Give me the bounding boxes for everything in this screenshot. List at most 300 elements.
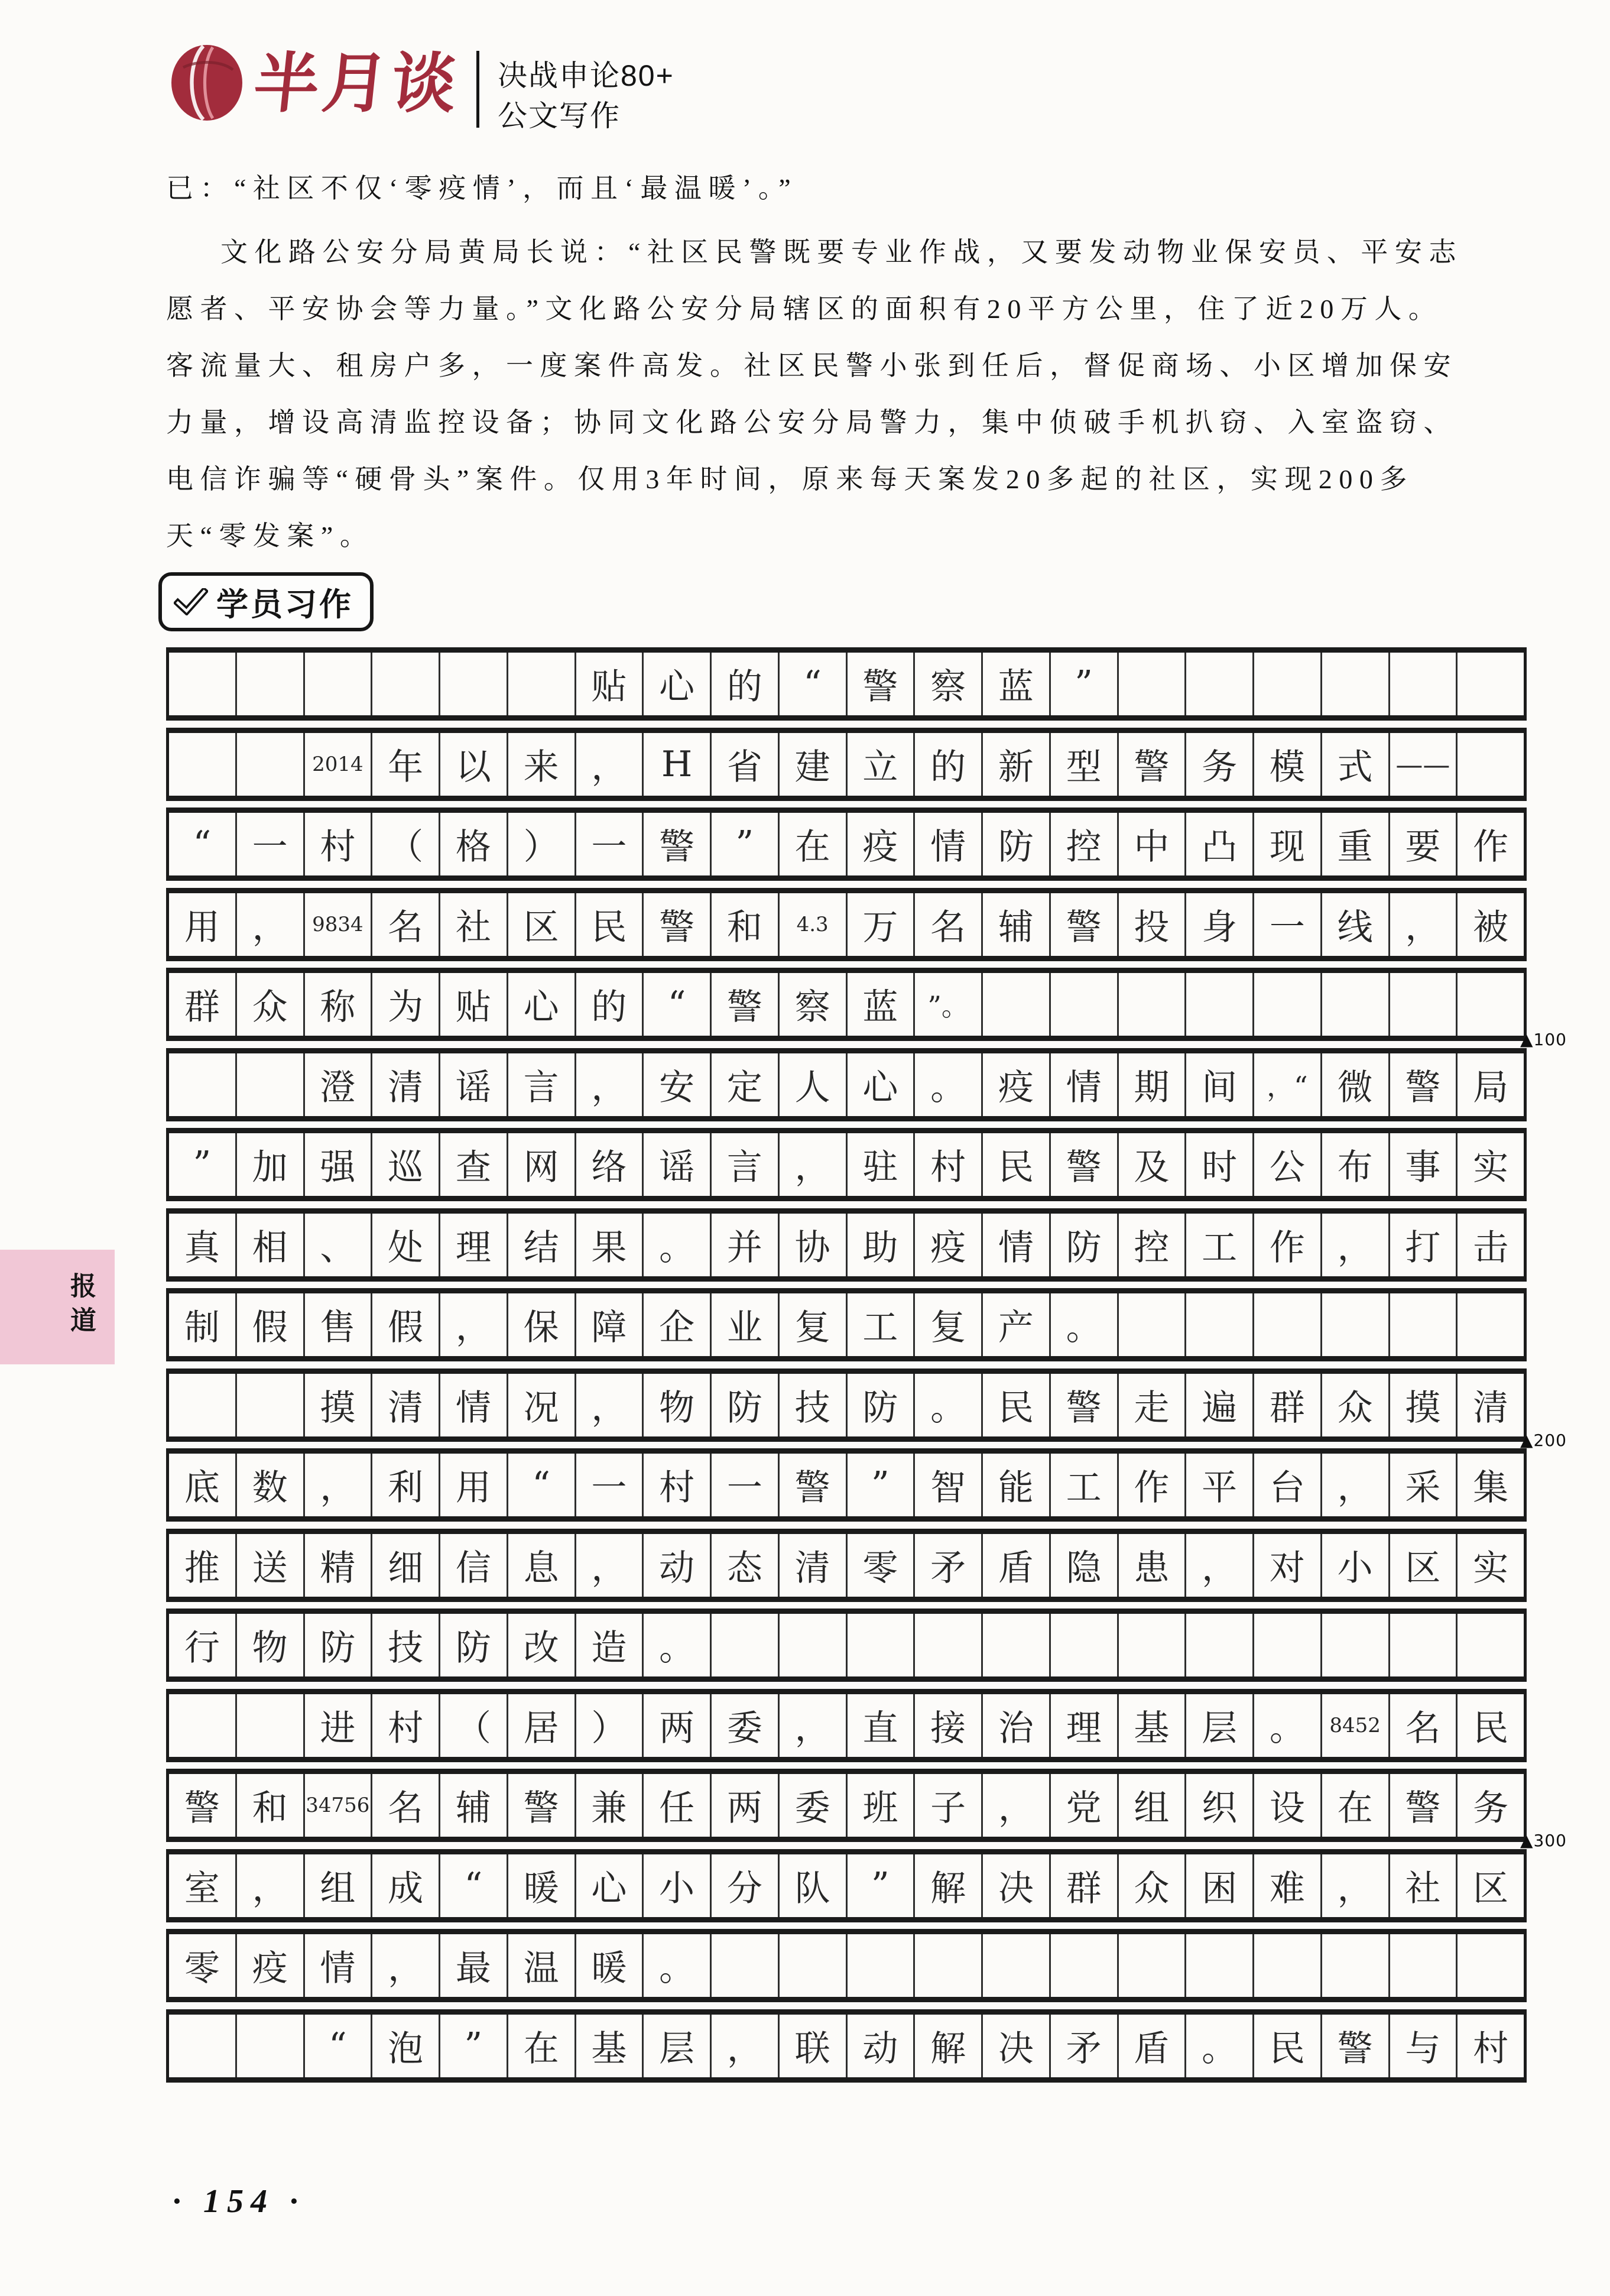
grid-cell: [237, 653, 305, 715]
grid-cell: 型: [1051, 733, 1119, 796]
grid-cell: 。: [644, 1214, 712, 1276]
grid-cell: ”。: [915, 973, 983, 1036]
grid-cell: （: [440, 1694, 508, 1757]
grid-cell: 难: [1254, 1854, 1322, 1917]
grid-cell: 走: [1119, 1374, 1187, 1436]
grid-cell: 中: [1119, 813, 1187, 875]
grid-cell: 在: [508, 2015, 576, 2077]
grid-cell: 两: [644, 1694, 712, 1757]
grid-cell: 巡: [372, 1133, 440, 1196]
grid-cell: 被: [1473, 907, 1509, 948]
grid-cell: 务: [1186, 733, 1254, 796]
grid-cell: 警: [1051, 1133, 1119, 1196]
grid-cell: 台: [1254, 1454, 1322, 1516]
grid-cell: [780, 1934, 848, 1997]
grid-cell: 与: [1390, 2015, 1458, 2077]
grid-cell: 查: [440, 1133, 508, 1196]
grid-cell: ，: [1390, 893, 1458, 956]
grid-cell: 民: [576, 893, 644, 956]
grid-row: [166, 1529, 1527, 1602]
grid-cell: 情: [305, 1934, 373, 1997]
grid-cell: 凸: [1186, 813, 1254, 875]
grid-cell: 布: [1322, 1133, 1390, 1196]
grid-cell: 对: [1254, 1534, 1322, 1597]
grid-cell: 相: [237, 1214, 305, 1276]
grid-row: [166, 1288, 1527, 1361]
grid-cell: 、: [305, 1214, 373, 1276]
grid-cell: [848, 1934, 916, 1997]
grid-cell: 警: [644, 893, 712, 956]
grid-cell: [1119, 1614, 1187, 1676]
grid-row: [166, 1929, 1527, 2002]
grid-cell: 防: [440, 1614, 508, 1676]
grid-cell: 。: [644, 1614, 712, 1676]
char-count-marker-100: ▲100: [1520, 1030, 1567, 1049]
grid-cell: ，: [372, 1934, 440, 1997]
grid-cell: [1051, 973, 1119, 1036]
grid-cell: 区: [1390, 1534, 1458, 1597]
series-title: 决战申论80+: [498, 59, 674, 92]
grid-cell: H: [644, 733, 712, 796]
grid-cell: 警: [508, 1774, 576, 1837]
grid-cell: 零: [169, 1934, 237, 1997]
grid-cell: 万: [848, 893, 916, 956]
grid-cell: ，: [1322, 1214, 1390, 1276]
grid-row: [166, 728, 1527, 801]
grid-cell: 任: [644, 1774, 712, 1837]
grid-cell: 事: [1390, 1133, 1458, 1196]
grid-row: [166, 1769, 1527, 1842]
grid-cell: 贴: [576, 653, 644, 715]
grid-cell: [508, 653, 576, 715]
grid-cell: 控: [1119, 1214, 1187, 1276]
grid-cell: 遍: [1186, 1374, 1254, 1436]
grid-cell: 温: [508, 1934, 576, 1997]
grid-cell: 清: [1473, 1387, 1509, 1429]
grid-cell: 情: [983, 1214, 1051, 1276]
grid-cell: 一: [576, 813, 644, 875]
grid-cell: 企: [644, 1293, 712, 1356]
grid-cell: [1186, 1293, 1254, 1356]
grid-cell: 成: [372, 1854, 440, 1917]
grid-cell: 治: [983, 1694, 1051, 1757]
grid-cell: 蓝: [848, 973, 916, 1036]
grid-cell: 动: [644, 1534, 712, 1597]
grid-cell: 防: [305, 1614, 373, 1676]
grid-cell: [169, 2015, 237, 2077]
grid-cell: 警: [712, 973, 780, 1036]
grid-cell: ，: [712, 2015, 780, 2077]
grid-cell: 局: [1473, 1067, 1509, 1108]
grid-cell: 警: [848, 653, 916, 715]
grid-cell: 决: [983, 1854, 1051, 1917]
grid-row: [166, 1448, 1527, 1522]
grid-cell: 理: [1051, 1694, 1119, 1757]
grid-cell: [440, 653, 508, 715]
grid-cell: ”: [848, 1854, 916, 1917]
grid-cell: 集: [1473, 1467, 1509, 1509]
grid-cell: [1458, 1934, 1524, 1997]
grid-cell: 众: [1322, 1374, 1390, 1436]
grid-cell: 众: [237, 973, 305, 1036]
grid-cell: 患: [1119, 1534, 1187, 1597]
grid-cell: [169, 1694, 237, 1757]
grid-cell: 模: [1254, 733, 1322, 796]
grid-cell: ”: [712, 813, 780, 875]
grid-cell: 改: [508, 1614, 576, 1676]
grid-cell: 防: [1051, 1214, 1119, 1276]
grid-row: [166, 968, 1527, 1041]
grid-cell: 清: [780, 1534, 848, 1597]
grid-cell: [1458, 1614, 1524, 1676]
grid-cell: 结: [508, 1214, 576, 1276]
grid-cell: [1051, 1934, 1119, 1997]
grid-cell: 盾: [1119, 2015, 1187, 2077]
grid-cell: [712, 1934, 780, 1997]
grid-cell: 两: [712, 1774, 780, 1837]
grid-cell: 谣: [644, 1133, 712, 1196]
grid-cell: 防: [848, 1374, 916, 1436]
grid-cell: [1119, 1934, 1187, 1997]
grid-cell: 和: [237, 1774, 305, 1837]
grid-row: [166, 647, 1527, 721]
grid-cell: ，: [237, 1854, 305, 1917]
grid-cell: 驻: [848, 1133, 916, 1196]
grid-cell: 民: [983, 1374, 1051, 1436]
grid-cell: 澄: [305, 1053, 373, 1116]
grid-cell: [1186, 1934, 1254, 1997]
grid-cell: 清: [372, 1053, 440, 1116]
grid-cell: 行: [169, 1614, 237, 1676]
grid-cell: 情: [1051, 1053, 1119, 1116]
grid-cell: 工: [1186, 1214, 1254, 1276]
body-text-line: 文化路公安分局黄局长说：“社区民警既要专业作战，又要发动物业保安员、平安志: [220, 237, 1463, 267]
grid-cell: 解: [915, 1854, 983, 1917]
grid-cell: [237, 1374, 305, 1436]
grid-cell: 警: [1119, 733, 1187, 796]
grid-cell: 群: [1254, 1374, 1322, 1436]
grid-cell: 。: [1254, 1694, 1322, 1757]
grid-cell: 暖: [576, 1934, 644, 1997]
grid-cell: 。: [644, 1934, 712, 1997]
grid-cell: 定: [712, 1053, 780, 1116]
grid-cell: 防: [983, 813, 1051, 875]
grid-cell: 一: [1254, 893, 1322, 956]
grid-cell: 的: [915, 733, 983, 796]
grid-cell: [1186, 653, 1254, 715]
grid-cell: [780, 1614, 848, 1676]
grid-cell: 疫: [848, 813, 916, 875]
grid-cell: 村: [915, 1133, 983, 1196]
grid-cell: 一: [712, 1454, 780, 1516]
grid-cell: ”: [848, 1454, 916, 1516]
grid-cell: 假: [237, 1293, 305, 1356]
grid-cell: [983, 1614, 1051, 1676]
grid-cell: 清: [372, 1374, 440, 1436]
grid-cell: [1458, 1293, 1524, 1356]
grid-cell: 子: [915, 1774, 983, 1837]
grid-cell: 兼: [576, 1774, 644, 1837]
grid-cell: 推: [169, 1534, 237, 1597]
grid-cell: [1322, 1293, 1390, 1356]
grid-cell: 警: [780, 1454, 848, 1516]
grid-cell: 送: [237, 1534, 305, 1597]
grid-cell: 村: [372, 1694, 440, 1757]
char-count-marker-300: ▲300: [1520, 1831, 1567, 1850]
grid-cell: [1390, 1614, 1458, 1676]
grid-cell: 复: [780, 1293, 848, 1356]
grid-cell: 物: [237, 1614, 305, 1676]
grid-cell: 群: [1051, 1854, 1119, 1917]
grid-cell: 息: [508, 1534, 576, 1597]
grid-cell: [237, 2015, 305, 2077]
grid-cell: 层: [644, 2015, 712, 2077]
grid-cell: 名: [1390, 1694, 1458, 1757]
grid-cell: 民: [983, 1133, 1051, 1196]
body-text-line: 客流量大、租房户多，一度案件高发。社区民警小张到任后，督促商场、小区增加保安: [166, 351, 1458, 381]
grid-row: [166, 1689, 1527, 1762]
grid-cell: 泡: [372, 2015, 440, 2077]
grid-cell: 年: [372, 733, 440, 796]
grid-cell: 助: [848, 1214, 916, 1276]
grid-cell: ，: [780, 1694, 848, 1757]
grid-cell: 察: [780, 973, 848, 1036]
grid-cell: [169, 733, 237, 796]
char-count-marker-200: ▲200: [1520, 1431, 1567, 1450]
grid-cell: 直: [848, 1694, 916, 1757]
grid-cell: 名: [372, 893, 440, 956]
grid-cell: 解: [915, 2015, 983, 2077]
grid-row: [166, 2009, 1527, 2083]
grid-cell: 利: [372, 1454, 440, 1516]
grid-cell: “: [644, 973, 712, 1036]
grid-cell: [1254, 1614, 1322, 1676]
grid-cell: ，: [576, 1374, 644, 1436]
grid-cell: 党: [1051, 1774, 1119, 1837]
grid-cell: 小: [1322, 1534, 1390, 1597]
grid-cell: 平: [1186, 1454, 1254, 1516]
grid-cell: [712, 1614, 780, 1676]
grid-cell: 及: [1119, 1133, 1187, 1196]
grid-cell: [1254, 973, 1322, 1036]
grid-cell: 络: [576, 1133, 644, 1196]
grid-cell: [1390, 973, 1458, 1036]
grid-cell: 间: [1186, 1053, 1254, 1116]
grid-cell: ——: [1390, 733, 1458, 796]
grid-cell: 设: [1254, 1774, 1322, 1837]
grid-cell: [1254, 1934, 1322, 1997]
grid-cell: 区: [508, 893, 576, 956]
grid-cell: 。: [1186, 2015, 1254, 2077]
grid-cell: 心: [644, 653, 712, 715]
grid-cell: [1119, 1293, 1187, 1356]
grid-cell: ”: [169, 1133, 237, 1196]
grid-cell: 业: [712, 1293, 780, 1356]
grid-cell: ，: [576, 733, 644, 796]
grid-cell: 立: [848, 733, 916, 796]
grid-cell: 精: [305, 1534, 373, 1597]
grid-cell: 用: [169, 893, 237, 956]
grid-cell: ）: [508, 813, 576, 875]
chapter-side-tab: [0, 1250, 115, 1364]
grid-cell: 摸: [1390, 1374, 1458, 1436]
grid-cell: 队: [780, 1854, 848, 1917]
grid-cell: [1458, 653, 1524, 715]
grid-cell: 技: [372, 1614, 440, 1676]
grid-cell: 保: [508, 1293, 576, 1356]
grid-cell: 警: [1051, 893, 1119, 956]
grid-cell: 实: [1473, 1548, 1509, 1589]
grid-cell: 在: [780, 813, 848, 875]
grid-cell: 村: [1473, 2028, 1509, 2070]
grid-cell: 言: [508, 1053, 576, 1116]
grid-cell: 线: [1322, 893, 1390, 956]
grid-cell: 名: [915, 893, 983, 956]
grid-cell: 2014: [305, 733, 373, 796]
grid-cell: [1458, 733, 1524, 796]
grid-cell: “: [440, 1854, 508, 1917]
grid-cell: [169, 653, 237, 715]
grid-cell: [1390, 1293, 1458, 1356]
grid-cell: 层: [1186, 1694, 1254, 1757]
grid-cell: 用: [440, 1454, 508, 1516]
grid-cell: 能: [983, 1454, 1051, 1516]
grid-cell: [1186, 973, 1254, 1036]
grid-cell: 基: [576, 2015, 644, 2077]
grid-cell: 省: [712, 733, 780, 796]
grid-cell: 人: [780, 1053, 848, 1116]
grid-cell: 34756: [305, 1774, 373, 1837]
grid-cell: 名: [372, 1774, 440, 1837]
grid-cell: 众: [1119, 1854, 1187, 1917]
grid-cell: 警: [169, 1774, 237, 1837]
grid-cell: 期: [1119, 1053, 1187, 1116]
grid-cell: 4.3: [780, 893, 848, 956]
grid-cell: [372, 653, 440, 715]
banyuetan-logo-icon: [169, 44, 245, 122]
grid-cell: 建: [780, 733, 848, 796]
grid-cell: ”: [1051, 653, 1119, 715]
grid-cell: 安: [644, 1053, 712, 1116]
grid-cell: 产: [983, 1293, 1051, 1356]
grid-cell: ，: [1186, 1534, 1254, 1597]
grid-cell: 态: [712, 1534, 780, 1597]
grid-cell: “: [780, 653, 848, 715]
student-work-badge-label: 学员习作: [216, 586, 353, 622]
grid-cell: ，: [305, 1454, 373, 1516]
grid-cell: 群: [169, 973, 237, 1036]
grid-cell: 情: [440, 1374, 508, 1436]
grid-cell: 障: [576, 1293, 644, 1356]
grid-cell: 居: [508, 1694, 576, 1757]
grid-cell: 造: [576, 1614, 644, 1676]
grid-row: [166, 1609, 1527, 1682]
grid-cell: 物: [644, 1374, 712, 1436]
grid-cell: 心: [508, 973, 576, 1036]
grid-cell: 。: [915, 1374, 983, 1436]
grid-cell: 务: [1473, 1788, 1509, 1829]
grid-cell: 接: [915, 1694, 983, 1757]
grid-cell: ，: [576, 1053, 644, 1116]
grid-cell: [1322, 973, 1390, 1036]
grid-cell: 智: [915, 1454, 983, 1516]
grid-cell: 理: [440, 1214, 508, 1276]
grid-cell: [1322, 1614, 1390, 1676]
grid-cell: 警: [1322, 2015, 1390, 2077]
grid-cell: 以: [440, 733, 508, 796]
grid-cell: ，: [576, 1534, 644, 1597]
grid-cell: 情: [915, 813, 983, 875]
grid-row: [166, 1128, 1527, 1201]
grid-cell: ，: [237, 893, 305, 956]
grid-cell: 盾: [983, 1534, 1051, 1597]
grid-cell: 协: [780, 1214, 848, 1276]
grid-cell: 加: [237, 1133, 305, 1196]
grid-cell: 一: [237, 813, 305, 875]
grid-cell: [1390, 1934, 1458, 1997]
grid-cell: [1119, 973, 1187, 1036]
grid-cell: [983, 973, 1051, 1036]
grid-cell: 新: [983, 733, 1051, 796]
body-text-line: 电信诈骗等“硬骨头”案件。仅用3年时间，原来每天案发20多起的社区，实现200多: [166, 464, 1414, 494]
grid-cell: 处: [372, 1214, 440, 1276]
header-divider: [476, 51, 479, 128]
grid-cell: 假: [372, 1293, 440, 1356]
grid-cell: 时: [1186, 1133, 1254, 1196]
grid-cell: ，: [1322, 1454, 1390, 1516]
grid-cell: “: [305, 2015, 373, 2077]
grid-cell: 班: [848, 1774, 916, 1837]
grid-cell: [169, 1053, 237, 1116]
grid-cell: 作: [1254, 1214, 1322, 1276]
grid-cell: 要: [1390, 813, 1458, 875]
grid-cell: 室: [169, 1854, 237, 1917]
grid-cell: 村: [305, 813, 373, 875]
grid-cell: 制: [169, 1293, 237, 1356]
grid-cell: 隐: [1051, 1534, 1119, 1597]
grid-cell: 村: [644, 1454, 712, 1516]
grid-cell: 一: [576, 1454, 644, 1516]
grid-cell: 工: [848, 1293, 916, 1356]
grid-cell: 矛: [1051, 2015, 1119, 2077]
grid-cell: [848, 1614, 916, 1676]
grid-cell: [1390, 653, 1458, 715]
grid-row: [166, 1849, 1527, 1922]
grid-cell: 委: [780, 1774, 848, 1837]
grid-cell: 心: [848, 1053, 916, 1116]
grid-cell: 。: [915, 1053, 983, 1116]
grid-cell: 重: [1322, 813, 1390, 875]
checkmark-icon: [174, 588, 208, 615]
grid-cell: ”: [440, 2015, 508, 2077]
grid-cell: ，: [440, 1293, 508, 1356]
grid-cell: 民: [1473, 1708, 1509, 1749]
grid-cell: 委: [712, 1694, 780, 1757]
grid-cell: ）: [576, 1694, 644, 1757]
grid-cell: 击: [1473, 1227, 1509, 1269]
grid-cell: 作: [1119, 1454, 1187, 1516]
series-subtitle: 公文写作: [498, 99, 621, 132]
grid-row: [166, 1048, 1527, 1121]
grid-cell: 民: [1254, 2015, 1322, 2077]
grid-cell: ，“: [1254, 1053, 1322, 1116]
grid-cell: ，: [780, 1133, 848, 1196]
grid-cell: 察: [915, 653, 983, 715]
grid-cell: 矛: [915, 1534, 983, 1597]
grid-cell: 社: [1390, 1854, 1458, 1917]
grid-cell: 来: [508, 733, 576, 796]
grid-cell: [237, 1053, 305, 1116]
